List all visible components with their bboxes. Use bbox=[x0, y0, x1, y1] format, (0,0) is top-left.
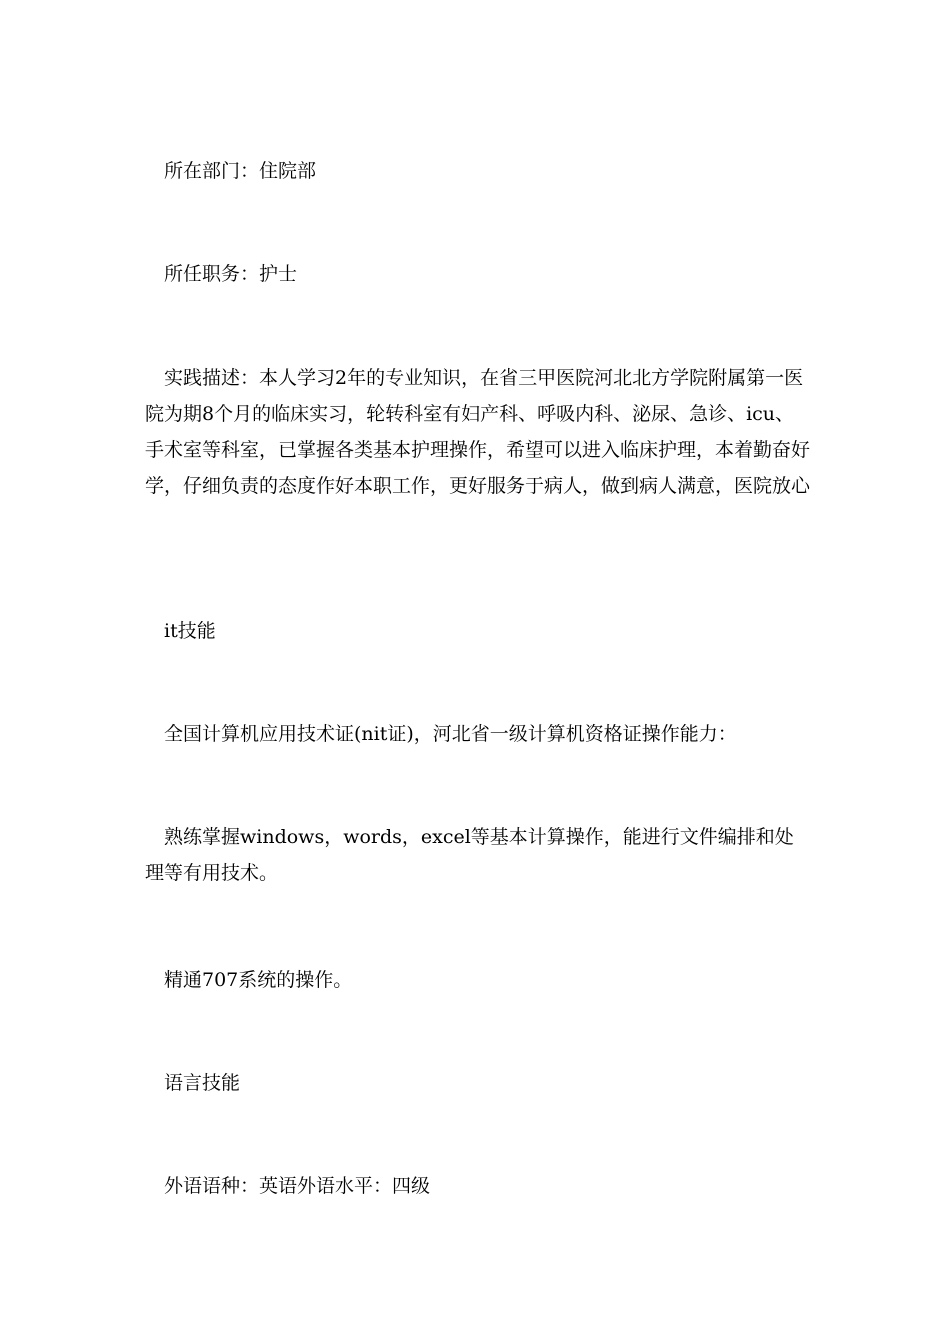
software-skills-line: 熟练掌握windows，words，excel等基本计算操作，能进行文件编排和处理等有用技术。 bbox=[145, 826, 794, 884]
department-line: 所在部门：住院部 bbox=[164, 160, 317, 182]
practice-description: 实践描述：本人学习2年的专业知识，在省三甲医院河北北方学院附属第一医院为期8个月的临床实习，轮转科室有妇产科、呼吸内科、泌尿、急诊、icu、手术室等科室，已掌握各类基本护理操作，希望可以进入临床护理，本着勤奋好学，仔细负责的态度作好本职工作，更好服务于病人，做到病人满意，医院放心 bbox=[145, 367, 811, 497]
it-skills-heading: it技能 bbox=[164, 620, 216, 642]
position-line: 所任职务：护士 bbox=[164, 263, 298, 285]
computer-certificate-line: 全国计算机应用技术证(nit证)，河北省一级计算机资格证操作能力： bbox=[164, 723, 737, 745]
language-skills-heading: 语言技能 bbox=[164, 1072, 241, 1094]
system-skill-line: 精通707系统的操作。 bbox=[164, 969, 353, 991]
foreign-language-line: 外语语种：英语外语水平：四级 bbox=[164, 1175, 431, 1197]
